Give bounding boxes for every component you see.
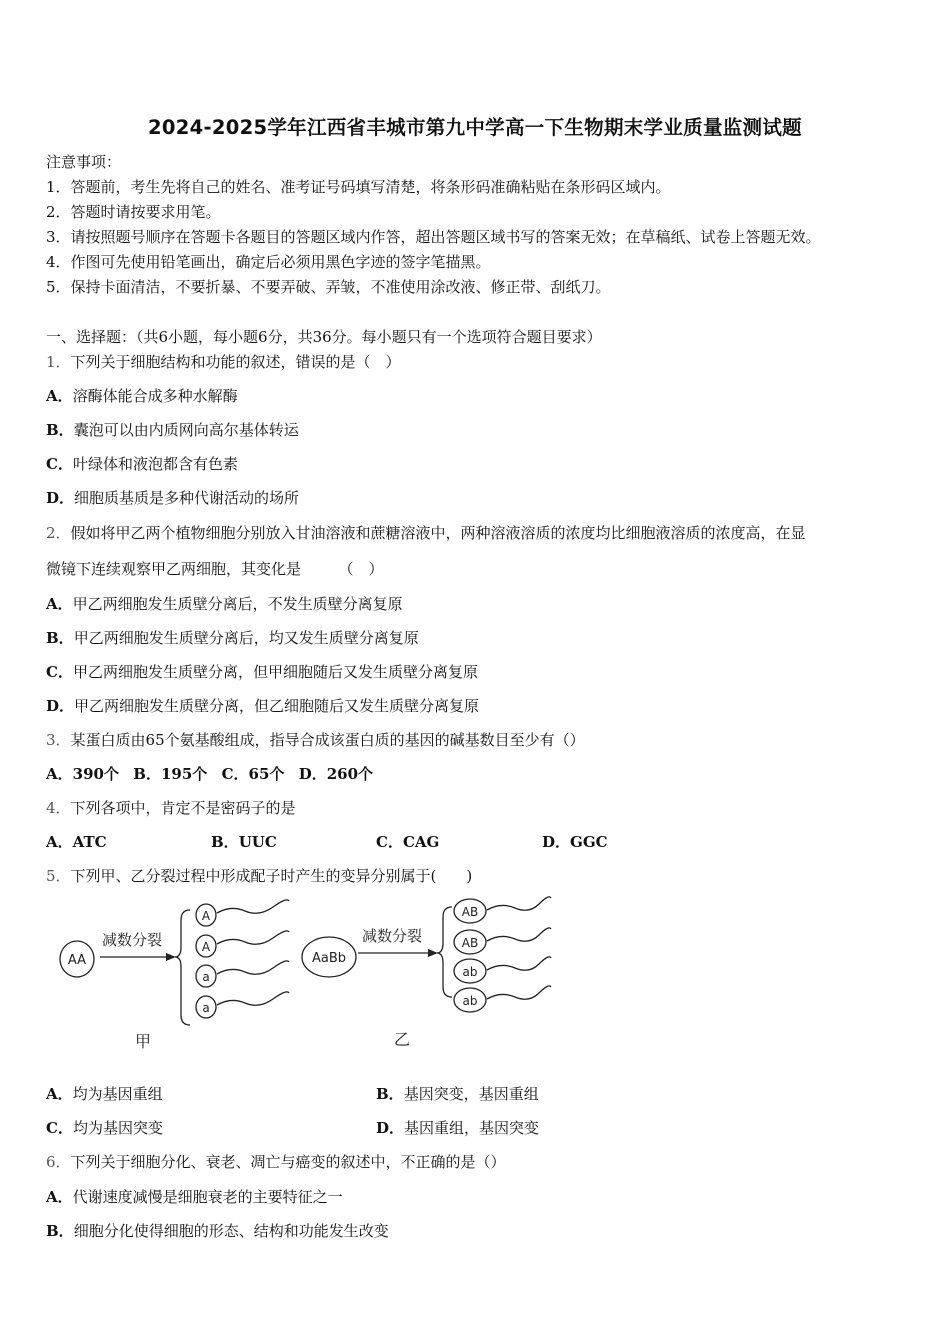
option-row: [46, 662, 478, 682]
option-text: 均为基因重组: [72, 1085, 163, 1103]
option-text: UUC: [238, 833, 277, 851]
option-letter: C．: [46, 1119, 73, 1137]
question-number: 2．: [46, 524, 71, 542]
option-row: [46, 488, 299, 508]
question-stem: 某蛋白质由65个氨基酸组成，指导合成该蛋白质的基因的碱基数目至少有（）: [70, 731, 585, 749]
option-text: 叶绿体和液泡都含有色素: [72, 455, 238, 473]
question-stem: 下列各项中，肯定不是密码子的是: [70, 799, 296, 817]
option-text: 囊泡可以由内质网向高尔基体转运: [73, 421, 299, 439]
gamete-genotype: ab: [462, 965, 478, 979]
option-letter: C．: [221, 765, 249, 783]
sperm-tail: [217, 961, 289, 974]
option-text: CAG: [402, 833, 440, 851]
notice-item: 4．作图可先使用铅笔画出，确定后必须用黑色字迹的签字笔描黑。: [46, 253, 491, 271]
gamete-genotype: AB: [461, 936, 479, 950]
option-text: 260个: [326, 765, 374, 783]
gamete-genotype: A: [201, 909, 211, 923]
question-stem: 下列甲、乙分裂过程中形成配子时产生的变异分别属于( ): [70, 867, 473, 885]
process-label-left: 减数分裂: [101, 931, 163, 949]
option-row: [46, 764, 373, 784]
option-row: [376, 832, 439, 852]
option-letter: C．: [376, 833, 403, 851]
option-letter: B．: [46, 629, 74, 647]
notice-item: 5．保持卡面清洁，不要折暴、不要弄破、弄皱，不准使用涂改液、修正带、刮纸刀。: [46, 278, 611, 296]
figure-label-right: 乙: [393, 1030, 411, 1049]
question-stem: 下列关于细胞结构和功能的叙述，错误的是（ ）: [70, 353, 401, 371]
sperm-tail: [487, 986, 551, 999]
notice-item: 1．答题前，考生先将自己的姓名、准考证号码填写清楚，将条形码准确粘贴在条形码区域内。: [46, 178, 671, 196]
arrowhead-right: [428, 949, 438, 957]
sperm-tail: [487, 928, 551, 941]
question-number: 4．: [46, 799, 71, 817]
question-3-stem: [46, 730, 585, 750]
question-4-stem: [46, 798, 296, 818]
option-letter: C．: [46, 663, 73, 681]
notice-item: 3．请按照题号顺序在答题卡各题目的答题区域内作答，超出答题区域书写的答案无效；在草稿纸、试卷上答题无效。: [46, 228, 821, 246]
question-number: 6．: [46, 1153, 71, 1171]
sperm-tail: [217, 992, 289, 1005]
option-letter: D．: [46, 697, 75, 715]
option-letter: D．: [46, 489, 75, 507]
option-row: [46, 420, 299, 440]
process-label-right: 减数分裂: [361, 927, 423, 945]
option-row: [46, 628, 419, 648]
option-letter: B．: [46, 1222, 74, 1240]
option-letter: D．: [542, 833, 571, 851]
option-row: [542, 832, 608, 852]
option-letter: D．: [376, 1119, 405, 1137]
option-text: 65个: [248, 765, 285, 783]
option-letter: A．: [46, 1188, 73, 1206]
notice-item: 2．答题时请按要求用笔。: [46, 203, 221, 221]
option-row: [376, 1118, 539, 1138]
gamete-genotype: ab: [462, 994, 478, 1008]
option-row: [46, 1187, 343, 1207]
option-letter: D．: [298, 765, 327, 783]
option-letter: A．: [46, 387, 73, 405]
question-1-stem: [46, 352, 401, 372]
gamete-genotype: AB: [461, 905, 479, 919]
sperm-tail: [487, 897, 551, 910]
gamete-genotype: A: [201, 940, 211, 954]
option-row: [46, 1084, 163, 1104]
option-letter: A．: [46, 765, 73, 783]
option-row: [46, 386, 238, 406]
option-letter: A．: [46, 595, 73, 613]
option-text: 均为基因突变: [72, 1119, 163, 1137]
option-letter: B．: [133, 765, 161, 783]
option-text: 代谢速度减慢是细胞衰老的主要特征之一: [72, 1188, 343, 1206]
option-text: 甲乙两细胞发生质壁分离，但甲细胞随后又发生质壁分离复原: [72, 663, 478, 681]
option-row: [211, 832, 277, 852]
question-number: 1．: [46, 353, 71, 371]
gamete-genotype: a: [202, 970, 210, 984]
option-letter: A．: [46, 833, 73, 851]
question-number: 3．: [46, 731, 71, 749]
option-row: [46, 696, 479, 716]
option-text: 195个: [160, 765, 208, 783]
sperm-tail: [217, 931, 289, 944]
gamete-genotype: a: [202, 1001, 210, 1015]
sperm-tail: [217, 900, 289, 913]
page-title: 2024-2025学年江西省丰城市第九中学高一下生物期末学业质量监测试题: [148, 116, 802, 139]
option-letter: B．: [376, 1085, 404, 1103]
meiosis-figure: [55, 895, 575, 1055]
arrowhead-left: [166, 953, 176, 961]
option-text: 基因重组，基因突变: [404, 1119, 540, 1137]
option-row: [46, 832, 107, 852]
question-stem: 下列关于细胞分化、衰老、凋亡与癌变的叙述中，不正确的是（）: [70, 1153, 506, 1171]
option-text: 基因突变，基因重组: [403, 1085, 539, 1103]
question-2-stem: [46, 523, 806, 543]
option-letter: C．: [46, 455, 73, 473]
figure-label-left: 甲: [134, 1032, 152, 1051]
option-text: 细胞质基质是多种代谢活动的场所: [74, 489, 300, 507]
option-row: [46, 1221, 389, 1241]
option-row: [46, 454, 238, 474]
option-text: 溶酶体能合成多种水解酶: [72, 387, 238, 405]
option-letter: B．: [211, 833, 239, 851]
sperm-tail: [487, 957, 551, 970]
brace-right: [437, 907, 452, 997]
option-row: [46, 594, 403, 614]
question-number: 5．: [46, 867, 71, 885]
option-letter: A．: [46, 1085, 73, 1103]
option-row: [46, 1118, 163, 1138]
notice-heading: 注意事项：: [46, 153, 122, 171]
option-text: ATC: [72, 833, 107, 851]
question-5-stem: [46, 866, 472, 886]
parent-genotype-right: AaBb: [311, 951, 347, 966]
option-text: GGC: [570, 833, 608, 851]
parent-genotype-left: AA: [67, 953, 87, 968]
option-letter: B．: [46, 421, 74, 439]
option-text: 甲乙两细胞发生质壁分离后，均又发生质壁分离复原: [73, 629, 419, 647]
question-stem: 假如将甲乙两个植物细胞分别放入甘油溶液和蔗糖溶液中，两种溶液溶质的浓度均比细胞液溶质的浓度高，在显: [70, 524, 806, 542]
option-text: 细胞分化使得细胞的形态、结构和功能发生改变: [73, 1222, 389, 1240]
option-text: 甲乙两细胞发生质壁分离，但乙细胞随后又发生质壁分离复原: [74, 697, 480, 715]
section-heading: 一、选择题：（共6小题，每小题6分，共36分。每小题只有一个选项符合题目要求）: [46, 328, 602, 346]
question-2-stem-cont: 微镜下连续观察甲乙两细胞，其变化是 （ ）: [46, 560, 384, 578]
brace-left: [175, 910, 190, 1025]
option-text: 390个: [72, 765, 119, 783]
option-text: 甲乙两细胞发生质壁分离后，不发生质壁分离复原: [72, 595, 403, 613]
question-6-stem: [46, 1152, 506, 1172]
option-row: [376, 1084, 539, 1104]
